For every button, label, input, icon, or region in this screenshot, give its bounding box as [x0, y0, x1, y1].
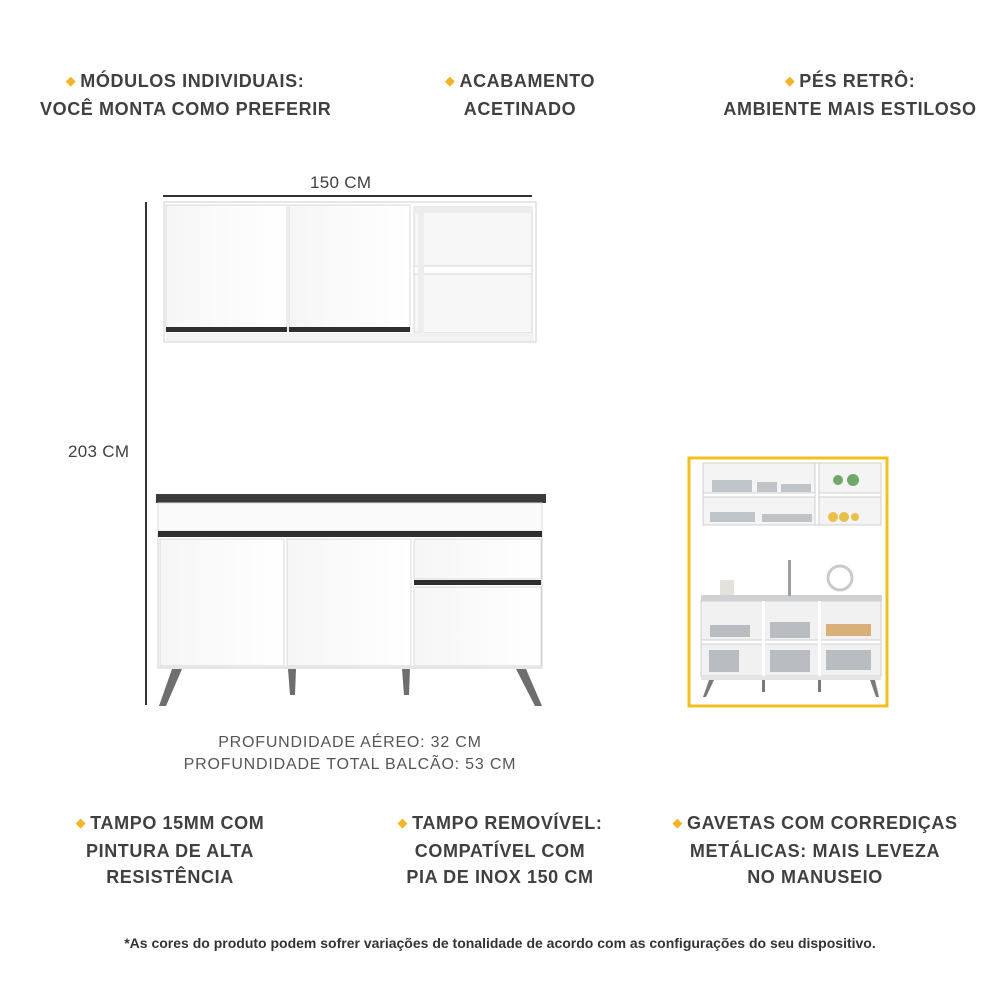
feature-modulos-line2: VOCÊ MONTA COMO PREFERIR [40, 99, 332, 119]
retro-legs [159, 669, 542, 706]
feature-tampo-removivel [385, 810, 615, 890]
kitchen-inset-photo [689, 458, 887, 706]
depth-notes [150, 732, 550, 776]
diamond-bullet-icon: ◆ [444, 73, 456, 88]
handle-profile [166, 327, 287, 332]
depth-balcao-label: PROFUNDIDADE TOTAL BALCÃO: 53 CM [183, 756, 517, 773]
diamond-bullet-icon: ◆ [65, 73, 77, 88]
upper-cabinet [164, 202, 536, 342]
feature-tampo-15mm-line1: TAMPO 15MM COM [90, 813, 265, 833]
feature-tampo-15mm [55, 810, 285, 890]
feature-tampo-removivel-line2: COMPATÍVEL COM [414, 841, 586, 861]
diamond-bullet-icon: ◆ [784, 73, 796, 88]
feature-tampo-removivel-line3: PIA DE INOX 150 CM [406, 867, 594, 887]
diamond-bullet-icon: ◆ [397, 815, 409, 830]
feature-pes-retro-line1: PÉS RETRÔ: [799, 71, 916, 91]
handle-profile [289, 327, 410, 332]
width-dimension-label: 150 CM [310, 173, 372, 192]
feature-gavetas-line1: GAVETAS COM CORREDIÇAS [687, 813, 958, 833]
handle-profile [414, 580, 541, 585]
height-dimension-label: 203 CM [68, 442, 130, 461]
feature-modulos-line1: MÓDULOS INDIVIDUAIS: [80, 71, 305, 91]
feature-gavetas [660, 810, 970, 890]
feature-tampo-15mm-line2: PINTURA DE ALTA [86, 841, 254, 861]
feature-pes-retro-line2: AMBIENTE MAIS ESTILOSO [723, 99, 977, 119]
feature-gavetas-line3: NO MANUSEIO [747, 867, 883, 887]
handle-profile [158, 531, 542, 537]
feature-gavetas-line2: METÁLICAS: MAIS LEVEZA [689, 841, 941, 861]
feature-tampo-removivel-line1: TAMPO REMOVÍVEL: [412, 813, 603, 833]
feature-acabamento-line1: ACABAMENTO [459, 71, 596, 91]
color-disclaimer: *As cores do produto podem sofrer variações de tonalidade de acordo com as configurações do seu dispositivo. [124, 935, 876, 951]
diamond-bullet-icon: ◆ [75, 815, 87, 830]
lower-cabinet [156, 494, 546, 706]
countertop [156, 494, 546, 503]
diamond-bullet-icon: ◆ [672, 815, 684, 830]
feature-acabamento-line2: ACETINADO [463, 99, 577, 119]
depth-aereo-label: PROFUNDIDADE AÉREO: 32 CM [218, 734, 482, 751]
feature-tampo-15mm-line3: RESISTÊNCIA [106, 867, 234, 887]
